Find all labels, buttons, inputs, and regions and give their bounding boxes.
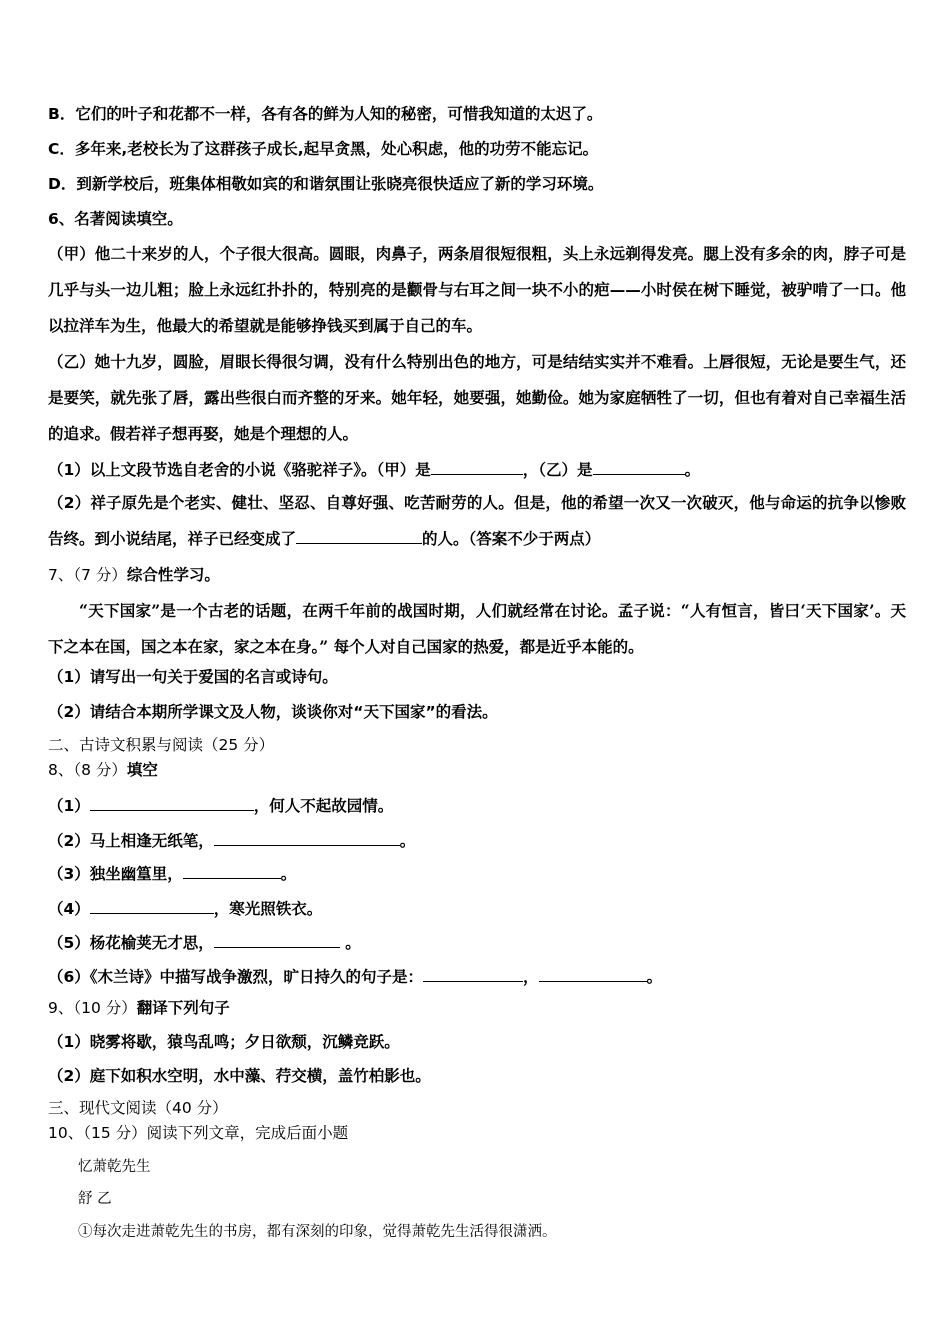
option-text: 多年来,老校长为了这群孩子成长,起早贪黑，处心积虑，他的功劳不能忘记。 bbox=[74, 140, 599, 158]
answer-blank[interactable] bbox=[214, 829, 400, 846]
q8-text: 。 bbox=[280, 865, 297, 883]
q6-passage-jia: （甲）他二十来岁的人，个子很大很高。圆眼，肉鼻子，两条眉很短很粗，头上永远剃得发亮。腮上没有多余的肉，脖子可是几乎与头一边儿粗；脸上永远红扑扑的，特别亮的是颧骨与右耳之间一块不小的疤——小时侯在树下睡觉，被驴啃了一口。他以拉洋车为生，他最大的希望就是能够挣钱买到属于自己的车。 bbox=[48, 245, 906, 335]
q8-text: （2）马上相逢无纸笔， bbox=[48, 832, 214, 850]
q8-text: （6）《木兰诗》中描写战争激烈，旷日持久的句子是： bbox=[48, 968, 424, 986]
answer-blank[interactable] bbox=[183, 862, 281, 879]
q6-title: 6、名著阅读填空。 bbox=[48, 210, 183, 228]
q10-intro: 10、（15 分）阅读下列文章，完成后面小题 bbox=[48, 1124, 349, 1142]
q8-line-1 bbox=[48, 794, 393, 816]
q8-text: （4） bbox=[48, 900, 90, 918]
answer-blank[interactable] bbox=[296, 527, 422, 544]
q8-line-6 bbox=[48, 965, 662, 987]
q6-sub1-text: ，（乙）是 bbox=[522, 461, 593, 479]
option-text: 到新学校后，班集体相敬如宾的和谐氛围让张晓亮很快适应了新的学习环境。 bbox=[76, 175, 604, 193]
answer-blank[interactable] bbox=[539, 965, 647, 982]
q8-line-5 bbox=[48, 931, 361, 953]
answer-blank[interactable] bbox=[90, 794, 254, 811]
answer-blank[interactable] bbox=[431, 458, 523, 475]
q6-passage-yi: （乙）她十九岁，圆脸，眉眼长得很匀调，没有什么特别出色的地方，可是结结实实并不难看。上唇很短，无论是要生气，还是要笑，就先张了唇，露出些很白而齐整的牙来。她年轻，她要强，她勤俭。她为家庭牺牲了一切，但也有着对自己幸福生活的追求。假若祥子想再娶，她是个理想的人。 bbox=[48, 353, 906, 443]
q6-sub1 bbox=[48, 458, 700, 480]
article-title: 忆萧乾先生 bbox=[78, 1159, 151, 1175]
q6-sub2-text: 的人。（答案不少于两点） bbox=[422, 530, 601, 548]
article-author: 舒 乙 bbox=[78, 1191, 112, 1207]
q8-line-2 bbox=[48, 829, 415, 851]
q8-text: ， bbox=[523, 968, 539, 986]
q8-text: 。 bbox=[339, 934, 361, 952]
q6-sub1-text: （1）以上文段节选自老舍的小说《骆驼祥子》。（甲）是 bbox=[48, 461, 431, 479]
option-letter: D． bbox=[48, 175, 77, 193]
q9-sentence-1: （1）晓雾将歇，猿鸟乱鸣；夕日欲颓，沉鳞竞跃。 bbox=[48, 1033, 400, 1051]
option-letter: C． bbox=[48, 140, 75, 158]
section-2-heading: 二、古诗文积累与阅读（25 分） bbox=[48, 736, 275, 754]
option-b bbox=[48, 104, 602, 124]
q6-sub2 bbox=[48, 485, 906, 557]
q8-text: （1） bbox=[48, 797, 90, 815]
q6-sub1-text: 。 bbox=[684, 461, 701, 479]
q9-header bbox=[48, 998, 230, 1018]
q7-title: 综合性学习。 bbox=[126, 566, 220, 584]
option-letter: B． bbox=[48, 105, 76, 123]
answer-blank[interactable] bbox=[593, 458, 685, 475]
option-d bbox=[48, 174, 603, 194]
q9-number: 9、（10 分） bbox=[48, 999, 137, 1017]
q7-number: 7、（7 分） bbox=[48, 566, 127, 584]
q8-header bbox=[48, 760, 158, 780]
q7-sub1: （1）请写出一句关于爱国的名言或诗句。 bbox=[48, 668, 338, 686]
q7-sub2: （2）请结合本期所学课文及人物，谈谈你对“天下国家”的看法。 bbox=[48, 703, 498, 721]
q8-line-3 bbox=[48, 862, 296, 884]
q8-text: ，寒光照铁衣。 bbox=[213, 900, 323, 918]
q8-text: （5）杨花榆荚无才思， bbox=[48, 934, 214, 952]
article-paragraph-1: ①每次走进萧乾先生的书房，都有深刻的印象，觉得萧乾先生活得很潇洒。 bbox=[78, 1224, 557, 1240]
answer-blank[interactable] bbox=[423, 965, 523, 982]
q8-text: （3）独坐幽篁里， bbox=[48, 865, 183, 883]
q8-text: 。 bbox=[399, 832, 416, 850]
answer-blank[interactable] bbox=[90, 897, 214, 914]
option-text: 它们的叶子和花都不一样，各有各的鲜为人知的秘密，可惜我知道的太迟了。 bbox=[75, 105, 603, 123]
q6-sub2-text: （2）祥子原先是个老实、健壮、坚忍、自尊好强、吃苦耐劳的人。但是，他的希望一次又一次破灭，他与命运的抗争以惨败告终。到小说结尾，祥子已经变成了 bbox=[48, 494, 906, 548]
q9-title: 翻译下列句子 bbox=[136, 999, 230, 1017]
q8-number: 8、（8 分） bbox=[48, 761, 127, 779]
section-3-heading: 三、现代文阅读（40 分） bbox=[48, 1099, 228, 1117]
answer-blank[interactable] bbox=[214, 931, 340, 948]
q8-text: ，何人不起故园情。 bbox=[253, 797, 394, 815]
q7-passage: “天下国家”是一个古老的话题，在两千年前的战国时期，人们就经常在讨论。孟子说：“人有恒言，皆曰‘天下国家’。天下之本在国，国之本在家，家之本在身。” 每个人对自己国家的热爱，都是近乎本能的。 bbox=[48, 601, 906, 656]
q7-header bbox=[48, 565, 220, 585]
q8-text: 。 bbox=[646, 968, 663, 986]
q9-sentence-2: （2）庭下如积水空明，水中藻、荇交横，盖竹柏影也。 bbox=[48, 1067, 431, 1085]
q8-title: 填空 bbox=[126, 761, 158, 779]
q8-line-4 bbox=[48, 897, 322, 919]
option-c bbox=[48, 139, 598, 159]
